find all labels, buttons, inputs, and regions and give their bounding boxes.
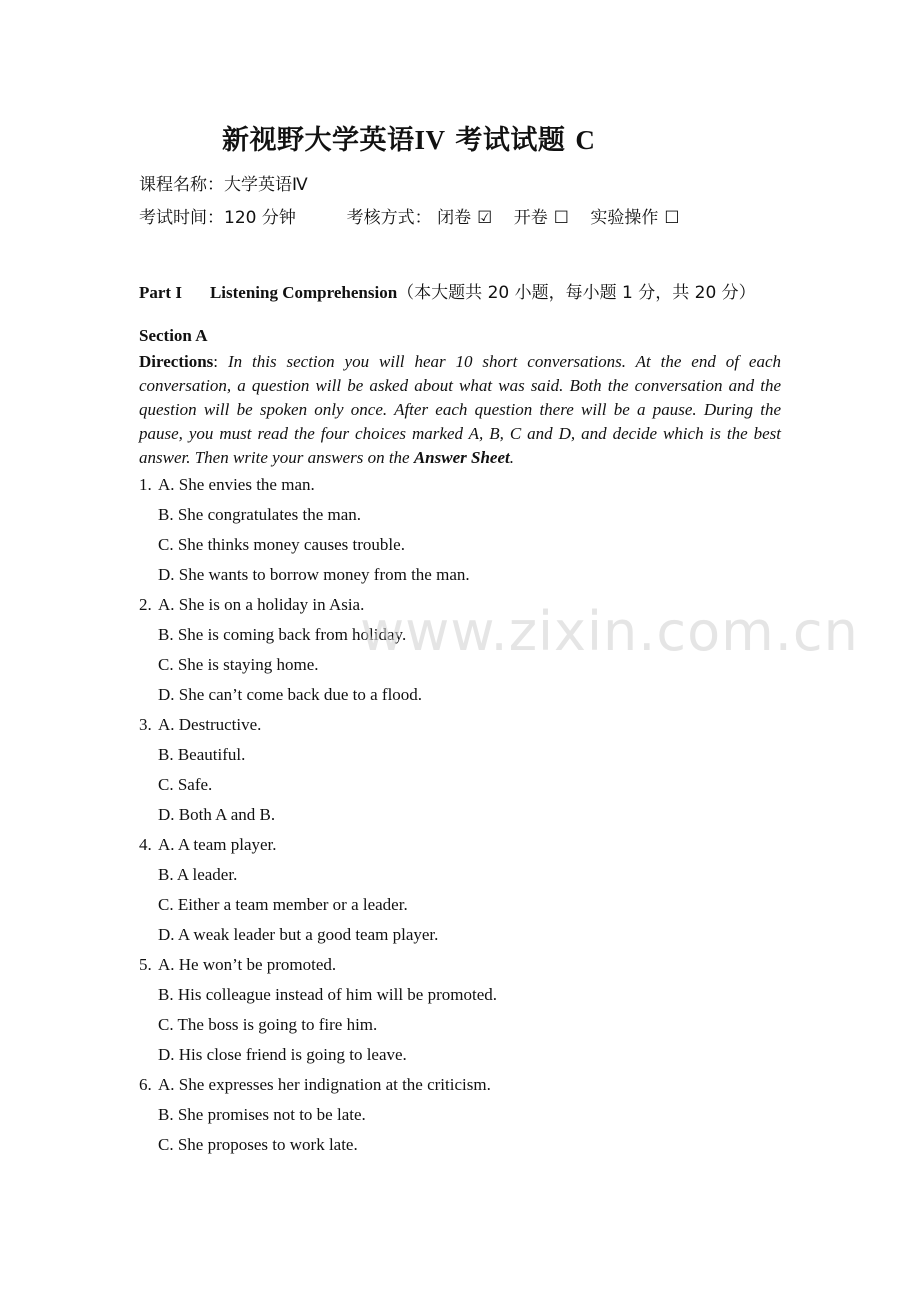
option-text: B. She congratulates the man. [158, 505, 362, 524]
question-1-option-c [139, 533, 497, 563]
question-4-option-c [139, 893, 497, 923]
question-5-option-a [139, 953, 497, 983]
question-4-option-d [139, 923, 497, 953]
question-4-option-b [139, 863, 497, 893]
option-text: C. She proposes to work late. [158, 1135, 358, 1154]
course-value: 大学英语Ⅳ [224, 175, 308, 195]
option-text: B. His colleague instead of him will be promoted. [158, 985, 497, 1004]
question-5-option-d [139, 1043, 497, 1073]
question-2-option-c [139, 653, 497, 683]
question-number: 1. [139, 475, 152, 494]
option-text: D. She wants to borrow money from the man. [158, 565, 470, 584]
option-text: B. Beautiful. [158, 745, 246, 764]
title-roman: IV [414, 125, 446, 155]
time-value: 120 分钟 [224, 208, 296, 228]
question-3-option-d [139, 803, 497, 833]
option-text: D. His close friend is going to leave. [158, 1045, 407, 1064]
question-5-option-b [139, 983, 497, 1013]
course-label: 课程名称： [139, 175, 224, 195]
part-note: （本大题共 20 小题，每小题 1 分，共 20 分） [397, 283, 756, 303]
question-3-option-c [139, 773, 497, 803]
mode-option-open [514, 208, 575, 228]
option-text: A. She is on a holiday in Asia. [158, 595, 365, 614]
option-text: C. Safe. [158, 775, 213, 794]
question-2-option-d [139, 683, 497, 713]
mode-option-lab [590, 208, 679, 228]
directions-end: . [509, 448, 514, 467]
empty-box-icon: ☐ [664, 208, 680, 228]
question-1-option-b [139, 503, 497, 533]
question-3-option-b [139, 743, 497, 773]
question-5-option-c [139, 1013, 497, 1043]
mode-option-closed [437, 208, 498, 228]
question-number: 4. [139, 835, 152, 854]
option-text: C. She thinks money causes trouble. [158, 535, 405, 554]
directions-text: In this section you will hear 10 short conversations. At the end of each conversation, a question will be asked about what was said. Both the conversation and the question will be spoken only once. After each question there will be a pause. During the pause, you must read the four choices marked A, B, C and D, and decide which is the best answer. Then write your answers on the [139, 352, 781, 467]
page-title [222, 118, 595, 157]
time-label: 考试时间： [139, 208, 224, 228]
directions-colon: : [213, 352, 228, 371]
question-6-option-b [139, 1103, 497, 1133]
option-text: C. The boss is going to fire him. [158, 1015, 378, 1034]
option-text: D. She can’t come back due to a flood. [158, 685, 423, 704]
exam-info-line [139, 203, 696, 228]
question-6-option-c [139, 1133, 497, 1163]
option-text: B. A leader. [158, 865, 238, 884]
directions-label: Directions [139, 352, 214, 371]
option-text: A. She envies the man. [158, 475, 315, 494]
title-suffix: C [575, 125, 596, 155]
question-1-option-d [139, 563, 497, 593]
part-number: Part I [139, 283, 182, 302]
option-text: A. He won’t be promoted. [158, 955, 337, 974]
option-text: B. She is coming back from holiday. [158, 625, 407, 644]
question-4-option-a [139, 833, 497, 863]
watermark: www.zixin.com.cn [360, 600, 859, 663]
option-text: A. Destructive. [158, 715, 262, 734]
checked-box-icon: ☑ [477, 208, 493, 228]
course-line [139, 170, 308, 195]
empty-box-icon: ☐ [553, 208, 569, 228]
question-number: 6. [139, 1075, 152, 1094]
title-prefix: 新视野大学英语 [222, 125, 415, 156]
part-name: Listening Comprehension [209, 283, 398, 302]
option-text: D. A weak leader but a good team player. [158, 925, 439, 944]
title-middle: 考试试题 [445, 125, 576, 156]
option-text: C. Either a team member or a leader. [158, 895, 408, 914]
option-text: C. She is staying home. [158, 655, 319, 674]
question-list [139, 473, 497, 1163]
question-1-option-a [139, 473, 497, 503]
option-text: A. A team player. [158, 835, 277, 854]
option-label: 闭卷 [437, 208, 472, 228]
question-number: 3. [139, 715, 152, 734]
section-heading: Section A [139, 326, 208, 345]
question-number: 5. [139, 955, 152, 974]
option-label: 实验操作 [590, 208, 659, 228]
question-number: 2. [139, 595, 152, 614]
option-text: D. Both A and B. [158, 805, 276, 824]
mode-label: 考核方式： [346, 208, 432, 228]
directions-paragraph [139, 350, 781, 470]
question-2-option-b [139, 623, 497, 653]
question-6-option-a [139, 1073, 497, 1103]
option-text: A. She expresses her indignation at the criticism. [158, 1075, 491, 1094]
question-3-option-a [139, 713, 497, 743]
part-heading [139, 278, 756, 303]
question-2-option-a [139, 593, 497, 623]
answer-sheet-text: Answer Sheet [413, 448, 510, 467]
option-text: B. She promises not to be late. [158, 1105, 366, 1124]
option-label: 开卷 [513, 208, 548, 228]
